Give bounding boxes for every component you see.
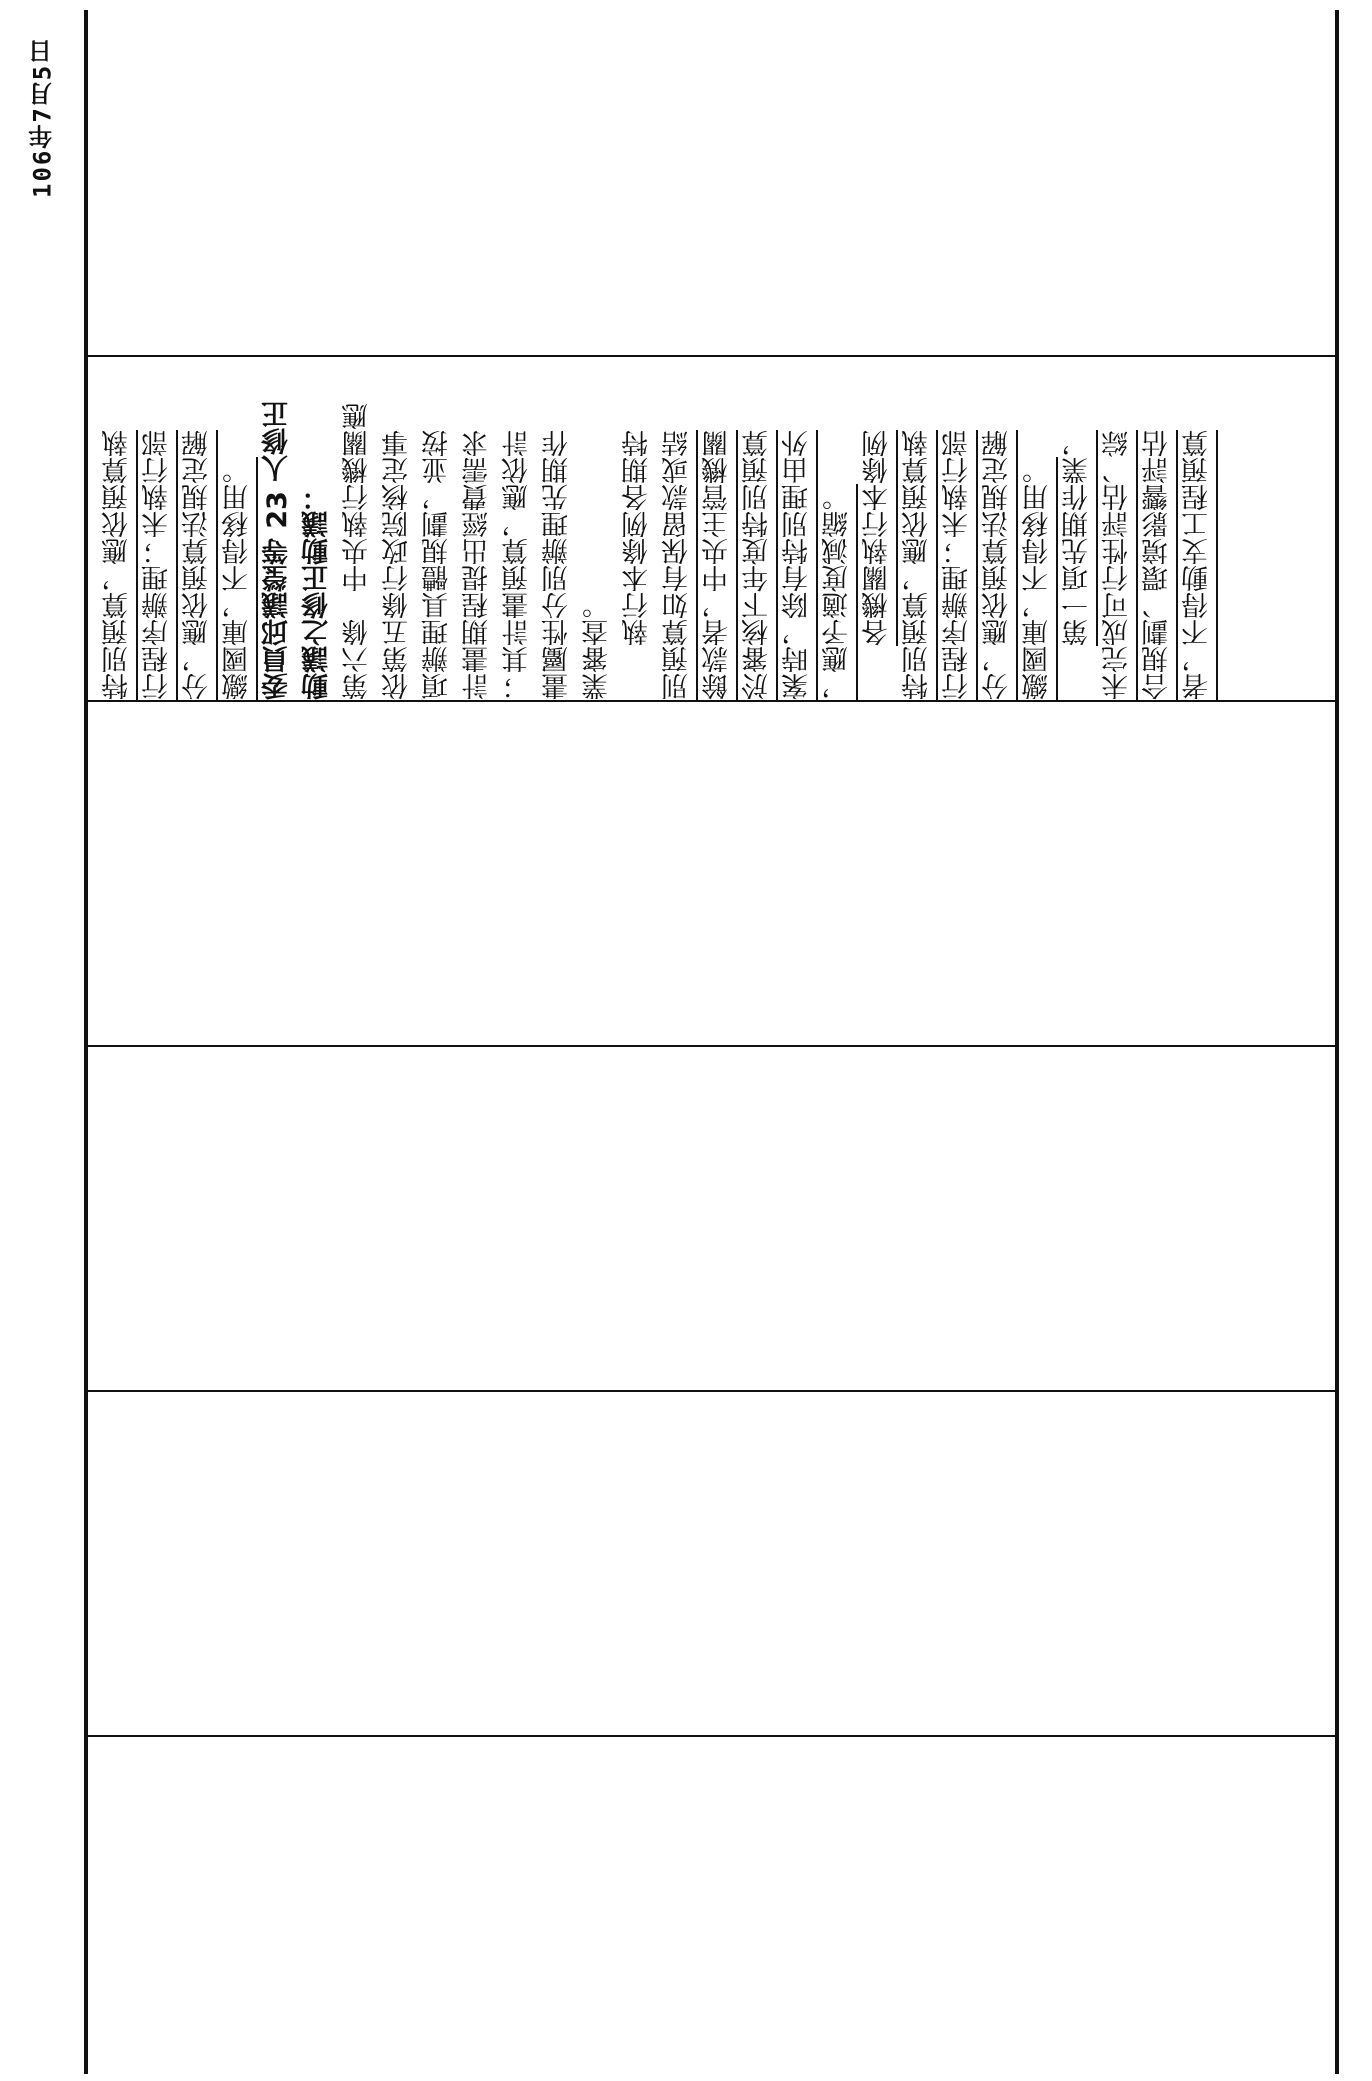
text-line: 行程序辦理；未執行部 (942, 430, 973, 700)
text-line: ，應予適度減縮。 (822, 484, 853, 700)
text-line: 分，應依預算法規定解 (982, 430, 1013, 700)
text-line: 合規劃、環境影響評估 (1142, 430, 1173, 700)
page-date: 106年7月5日 (28, 37, 57, 199)
text-line: 項辦理具體規劃，並按 (422, 430, 453, 700)
text-line: 餘款者，中央主管機關 (702, 430, 733, 700)
text-line: 特別預算，應依預算執 (902, 430, 933, 700)
row-divider (88, 1390, 1335, 1392)
text-line: 者，不得動支工程預算 (1182, 430, 1213, 700)
text-line: 依第五條行政院核定事 (382, 430, 413, 700)
text-line: 第六條 中央執行機關應 (342, 403, 373, 700)
text-line: 畫屬性分別辦理先期作 (542, 430, 573, 700)
text-line: 計畫期程提出經費需求 (462, 430, 493, 700)
text-line: 別預算如有保留款或結 (662, 430, 693, 700)
text-line: 繳國庫，不得移用。 (1022, 457, 1053, 700)
text-line: 行程序辦理；未執行部 (142, 430, 173, 700)
text-line: 業審查。 (582, 592, 613, 700)
text-line: 繳國庫，不得移用。 (222, 457, 253, 700)
page-border-right (1335, 10, 1339, 2074)
text-line: 未完成可行性評估、綜 (1102, 430, 1133, 700)
text-line: 分，應依預算法規定解 (182, 430, 213, 700)
row-divider (88, 700, 1335, 702)
text-line: ；其計畫預算，應依計 (502, 430, 533, 700)
text-line: 執行本條例各期特 (622, 430, 653, 646)
text-line: 於審核下年度特別預算 (742, 430, 773, 700)
text-line: 動議之修正動議： (302, 484, 333, 700)
text-line: 案時，除有特別理由外 (782, 430, 813, 700)
text-line: 各機關執行本條例 (862, 430, 893, 646)
motion-text-column (98, 360, 1328, 700)
row-divider (88, 1735, 1335, 1737)
page-border-left (84, 10, 88, 2074)
text-line: 委員邱議瑩等 23 人修正 (262, 400, 293, 700)
text-line: 第一項先期作業， (1062, 430, 1093, 646)
row-divider (88, 355, 1335, 357)
text-line: 特別預算，應依預算執 (102, 430, 133, 700)
row-divider (88, 1045, 1335, 1047)
